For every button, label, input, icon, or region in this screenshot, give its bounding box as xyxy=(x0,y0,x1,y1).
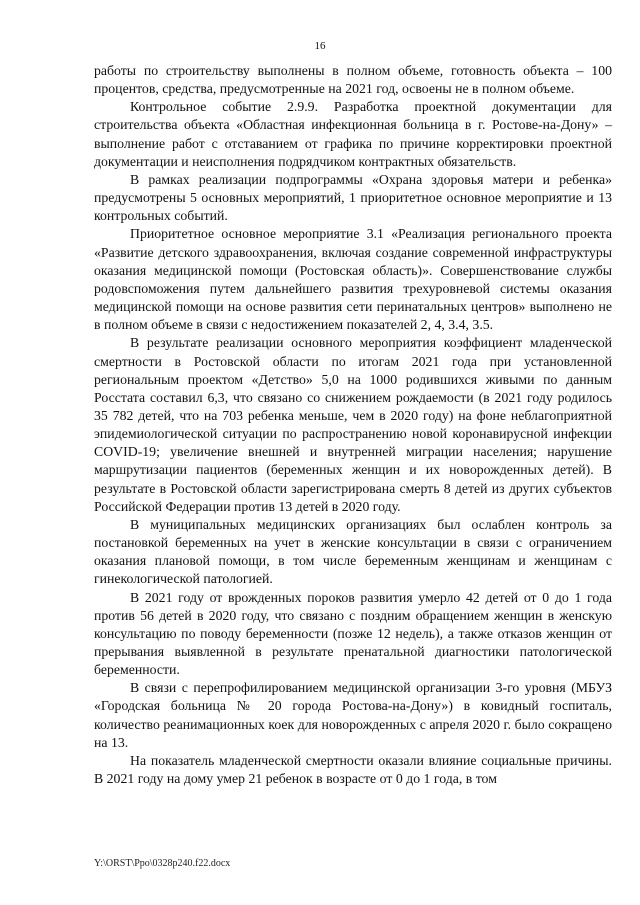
document-body xyxy=(94,62,612,788)
paragraph-social-causes: На показатель младенческой смертности оказали влияние социальные причины. В 2021 году на дому умер 21 ребенок в возрасте от 0 до 1 года, в том xyxy=(94,752,612,787)
page-number: 16 xyxy=(314,40,326,52)
paragraph-control-event: Контрольное событие 2.9.9. Разработка проектной документации для строительства объекта «Областная инфекционная больница в г. Ростове-на-Дону» – выполнение работ с отставанием от графика по причине корректировки проектной документации и неисполнения подрядчиком контрактных обязательств. xyxy=(94,99,612,169)
paragraph-continuation: работы по строительству выполнены в полном объеме, готовность объекта – 100 процентов, средства, предусмотренные на 2021 год, освоены не в полном объеме. xyxy=(94,63,612,97)
paragraph-infant-mortality: В результате реализации основного мероприятия коэффициент младенческой смертности в Ростовской области по итогам 2021 года при установленной региональным проектом «Детство» 5,0 на 1000 родившихся живыми по данным Росстата составил 6,3, что связано со снижением рождаемости (в 2021 году родилось 35 782 детей, что на 703 ребенка меньше, чем в 2020 году) на фоне неблагоприятной эпидемиологической ситуации по распространению новой коронавирусной инфекции COVID-19; увеличение внешней и внутренней миграции населения; нарушение маршрутизации пациентов (беременных женщин и их новорожденных детей). В результате в Ростовской области зарегистрирована смерть 8 детей из других субъектов Российской Федерации против 13 детей в 2020 году. xyxy=(94,335,612,514)
footer-file-path: Y:\ORST\Ppo\0328p240.f22.docx xyxy=(94,858,231,869)
paragraph-reprofiling: В связи с перепрофилированием медицинской организации 3-го уровня (МБУЗ «Городская больница № 20 города Ростова-на-Дону») в ковидный госпиталь, количество реанимационных коек для новорожденных с апреля 2020 г. было сокращено на 13. xyxy=(94,680,612,750)
paragraph-priority-measure: Приоритетное основное мероприятие 3.1 «Реализация регионального проекта «Развитие детского здравоохранения, включая создание современной инфраструктуры оказания медицинской помощи (Ростовская область)». Совершенствование службы родовспоможения путем дальнейшего развития трехуровневой системы оказания медицинской помощи на основе развития сети перинатальных центров» выполнено не в полном объеме в связи с недостижением показателей 2, 4, 3.4, 3.5. xyxy=(94,226,612,333)
paragraph-congenital-defects: В 2021 году от врожденных пороков развития умерло 42 детей от 0 до 1 года против 56 детей в 2020 году, что связано с поздним обращением женщин в женскую консультацию по поводу беременности (позже 12 недель), а также отказов женщин от прерывания выявленной в результате пренатальной диагностики патологической беременности. xyxy=(94,589,612,678)
paragraph-municipal-control: В муниципальных медицинских организациях был ослаблен контроль за постановкой беременных на учет в женские консультации в связи с ограничением оказания плановой помощи, в том числе беременным женщинам и женщинам с гинекологической патологией. xyxy=(94,516,612,587)
paragraph-subprogram: В рамках реализации подпрограммы «Охрана здоровья матери и ребенка» предусмотрены 5 основных мероприятий, 1 приоритетное основное мероприятие и 13 контрольных событий. xyxy=(94,171,612,224)
